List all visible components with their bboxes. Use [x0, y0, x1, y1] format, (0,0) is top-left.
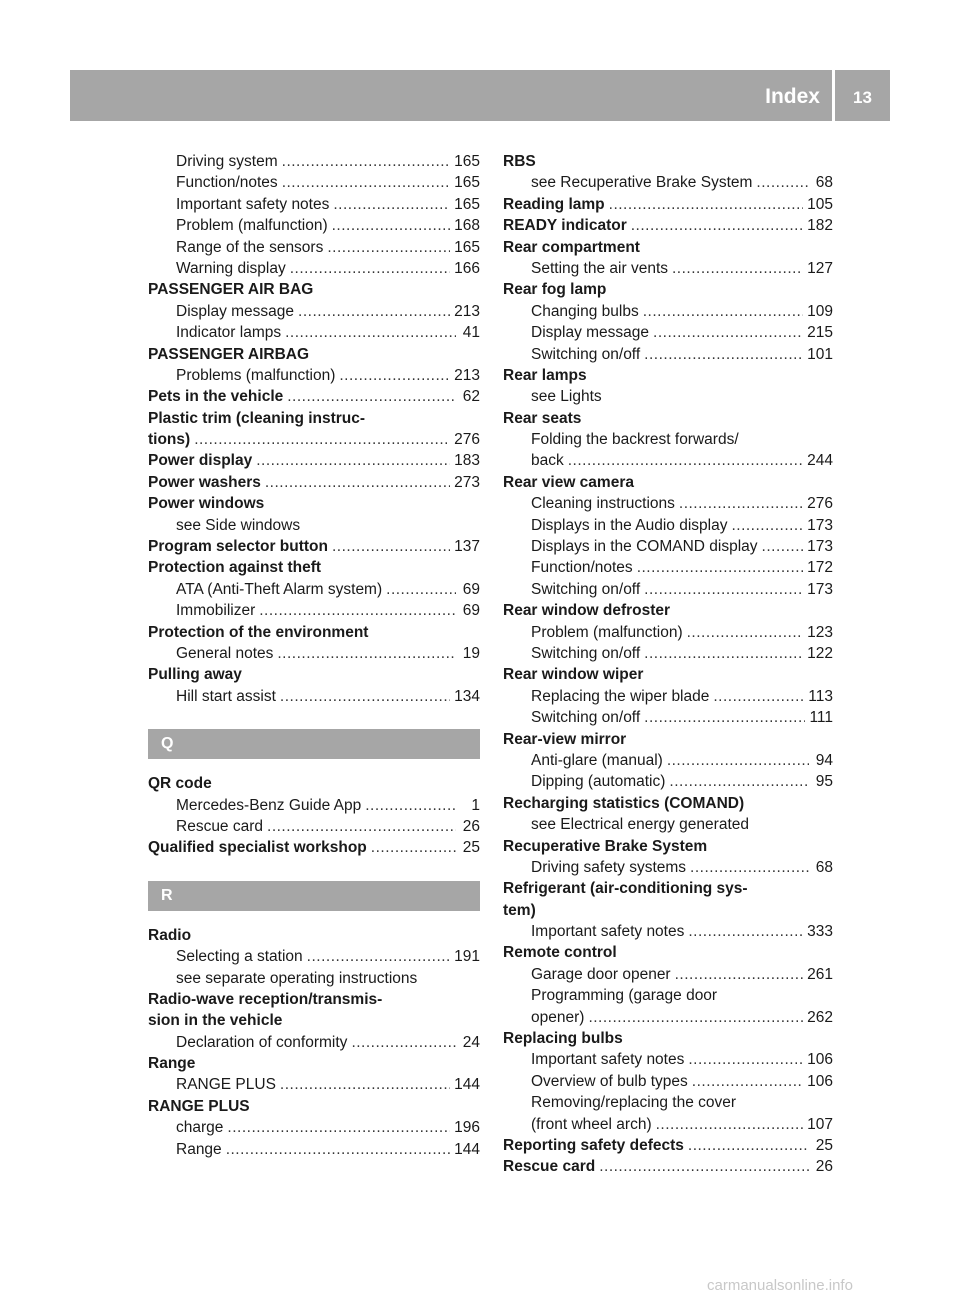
entry-text: Recuperative Brake System: [503, 837, 708, 855]
page-ref[interactable]: 144: [454, 1076, 480, 1094]
index-entry: [148, 773, 480, 794]
index-subentry: [503, 1092, 833, 1113]
index-entry: [148, 837, 480, 858]
entry-text: Rear window wiper: [503, 666, 644, 684]
index-entry: [148, 1096, 480, 1117]
entry-text: Garage door opener: [531, 965, 671, 983]
page-ref[interactable]: 25: [462, 839, 480, 857]
page-ref[interactable]: 69: [462, 580, 480, 598]
index-entry: [503, 836, 833, 857]
page-ref[interactable]: 26: [462, 817, 480, 835]
page-ref[interactable]: 191: [454, 948, 480, 966]
dot-leader: [688, 1049, 803, 1070]
index-entry: [503, 1135, 833, 1156]
dot-leader: [688, 921, 803, 942]
index-subentry: [148, 1074, 480, 1095]
dot-leader: [667, 750, 809, 771]
index-entry: [148, 386, 480, 407]
dot-leader: [713, 686, 804, 707]
entry-text: Rescue card: [503, 1158, 596, 1176]
index-subentry: [503, 643, 833, 664]
entry-text: Rear seats: [503, 409, 582, 427]
entry-text: sion in the vehicle: [148, 1012, 283, 1030]
entry-text: Switching on/off: [531, 709, 641, 727]
index-subentry: [503, 964, 833, 985]
page-ref[interactable]: 1: [471, 796, 480, 814]
dot-leader: [339, 365, 450, 386]
page-ref[interactable]: 276: [454, 431, 480, 449]
page-ref[interactable]: 165: [454, 238, 480, 256]
dot-leader: [644, 579, 803, 600]
index-subentry: [148, 579, 480, 600]
dot-leader: [265, 472, 450, 493]
dot-leader: [731, 515, 803, 536]
entry-text: Rear lamps: [503, 366, 587, 384]
entry-text: see Lights: [531, 388, 602, 406]
entry-text: see Side windows: [176, 516, 301, 534]
entry-text: Function/notes: [531, 559, 633, 577]
page-ref[interactable]: 127: [807, 259, 833, 277]
entry-text: Switching on/off: [531, 644, 641, 662]
page-ref[interactable]: 273: [454, 473, 480, 491]
entry-text: Range: [148, 1055, 196, 1073]
page-ref[interactable]: 173: [807, 580, 833, 598]
page-ref[interactable]: 165: [454, 174, 480, 192]
entry-text: Replacing the wiper blade: [531, 687, 710, 705]
index-subentry: [148, 172, 480, 193]
dot-leader: [365, 795, 456, 816]
entry-text: Folding the backrest forwards/: [531, 431, 739, 449]
index-subentry: [148, 643, 480, 664]
index-subentry: [503, 1049, 833, 1070]
index-subentry: [503, 1071, 833, 1092]
page-ref[interactable]: 122: [807, 644, 833, 662]
dot-leader: [644, 707, 805, 728]
page-ref[interactable]: 137: [454, 538, 480, 556]
index-entry: [503, 878, 833, 899]
index-subentry: [148, 968, 480, 989]
index-subentry: [503, 429, 833, 450]
index-entry: [148, 622, 480, 643]
entry-text: Indicator lamps: [176, 324, 282, 342]
index-subentry: [503, 450, 833, 471]
entry-text: Program selector button: [148, 538, 328, 556]
dot-leader: [333, 194, 450, 215]
index-entry: [503, 151, 833, 172]
dot-leader: [692, 1071, 803, 1092]
entry-text: Rear window defroster: [503, 602, 671, 620]
entry-text: see Recuperative Brake System: [531, 174, 753, 192]
dot-leader: [277, 643, 456, 664]
index-entry: [503, 408, 833, 429]
entry-text: Rear-view mirror: [503, 730, 627, 748]
entry-text: Hill start assist: [176, 687, 276, 705]
index-subentry: [148, 946, 480, 967]
entry-text: Range: [176, 1140, 222, 1158]
dot-leader: [285, 322, 456, 343]
entry-text: Plastic trim (cleaning instruc-: [148, 409, 366, 427]
dot-leader: [267, 816, 456, 837]
index-subentry: [148, 215, 480, 236]
page-ref[interactable]: 24: [462, 1033, 480, 1051]
index-subentry: [503, 750, 833, 771]
index-subentry: [148, 194, 480, 215]
entry-text: RANGE PLUS: [148, 1097, 250, 1115]
entry-text: Rear view camera: [503, 473, 634, 491]
page-number: 13: [853, 88, 872, 107]
dot-leader: [637, 557, 803, 578]
header-bar: [70, 70, 832, 121]
dot-leader: [609, 194, 803, 215]
entry-text: Problem (malfunction): [531, 623, 683, 641]
entry-text: Removing/replacing the cover: [531, 1094, 737, 1112]
index-subentry: [503, 258, 833, 279]
entry-text: QR code: [148, 775, 212, 793]
index-subentry: [503, 1007, 833, 1028]
page-ref[interactable]: 68: [815, 174, 833, 192]
page-ref[interactable]: 213: [454, 366, 480, 384]
index-entry: [503, 600, 833, 621]
index-subentry: [503, 857, 833, 878]
entry-text: Remote control: [503, 944, 617, 962]
entry-text: PASSENGER AIRBAG: [148, 345, 310, 363]
entry-text: PASSENGER AIR BAG: [148, 281, 314, 299]
index-subentry: [148, 237, 480, 258]
page-ref[interactable]: 261: [807, 965, 833, 983]
dot-leader: [287, 386, 456, 407]
index-subentry: [503, 707, 833, 728]
page-ref[interactable]: 26: [815, 1158, 833, 1176]
dot-leader: [307, 946, 450, 967]
dot-leader: [371, 837, 456, 858]
entry-text: ATA (Anti-Theft Alarm system): [176, 580, 383, 598]
entry-text: Switching on/off: [531, 345, 641, 363]
entry-text: Changing bulbs: [531, 302, 639, 320]
index-subentry: [503, 515, 833, 536]
index-entry: [503, 1156, 833, 1177]
index-entry: [503, 237, 833, 258]
dot-leader: [227, 1117, 450, 1138]
entry-text: Power windows: [148, 495, 265, 513]
index-entry: [503, 1028, 833, 1049]
entry-text: Programming (garage door: [531, 987, 718, 1005]
dot-leader: [298, 301, 450, 322]
index-column-right: [503, 151, 833, 1178]
entry-text: Selecting a station: [176, 948, 303, 966]
index-column-left: [148, 151, 480, 1160]
page-ref[interactable]: 101: [807, 345, 833, 363]
entry-text: Reading lamp: [503, 195, 605, 213]
index-title: Index: [765, 85, 820, 108]
dot-leader: [656, 1114, 804, 1135]
index-entry: [148, 1010, 480, 1031]
page-ref[interactable]: 113: [808, 687, 833, 705]
page-ref[interactable]: 94: [815, 751, 833, 769]
page-ref[interactable]: 276: [807, 495, 833, 513]
page-ref[interactable]: 134: [454, 687, 480, 705]
index-entry: [148, 472, 480, 493]
entry-text: Driving system: [176, 153, 278, 170]
index-entry: [148, 925, 480, 946]
dot-leader: [669, 771, 809, 792]
dot-leader: [351, 1032, 456, 1053]
index-subentry: [503, 301, 833, 322]
dot-leader: [643, 301, 803, 322]
entry-text: see Electrical energy generated: [531, 816, 749, 834]
page-ref[interactable]: 95: [815, 773, 833, 791]
index-subentry: [148, 515, 480, 536]
entry-text: Switching on/off: [531, 580, 641, 598]
dot-leader: [280, 686, 450, 707]
index-subentry: [148, 1117, 480, 1138]
dot-leader: [679, 493, 803, 514]
entry-text: Reporting safety defects: [503, 1136, 684, 1154]
index-subentry: [503, 579, 833, 600]
dot-leader: [762, 536, 804, 557]
page-ref[interactable]: 213: [454, 302, 480, 320]
entry-text: Warning display: [176, 259, 286, 277]
index-entry: [148, 429, 480, 450]
page-ref[interactable]: 168: [454, 217, 480, 235]
entry-text: Recharging statistics (COMAND): [503, 794, 745, 812]
entry-text: Protection of the environment: [148, 623, 369, 641]
index-entry: [148, 493, 480, 514]
dot-leader: [256, 450, 450, 471]
entry-text: Protection against theft: [148, 559, 322, 577]
entry-text: Problems (malfunction): [176, 366, 336, 384]
index-entry: [148, 279, 480, 300]
dot-leader: [599, 1156, 809, 1177]
index-entry: [148, 557, 480, 578]
entry-text: Setting the air vents: [531, 259, 668, 277]
entry-text: General notes: [176, 644, 274, 662]
index-entry: [503, 472, 833, 493]
dot-leader: [644, 344, 803, 365]
page-ref[interactable]: 68: [815, 858, 833, 876]
entry-text: Display message: [176, 302, 295, 320]
page-ref[interactable]: 165: [454, 195, 480, 213]
dot-leader: [226, 1139, 450, 1160]
page-ref[interactable]: 69: [462, 602, 480, 620]
page-ref[interactable]: 106: [807, 1072, 833, 1090]
index-subentry: [148, 600, 480, 621]
index-entry: [148, 664, 480, 685]
index-entry: [503, 729, 833, 750]
entry-text: RANGE PLUS: [176, 1076, 276, 1094]
page-ref[interactable]: 41: [462, 324, 480, 342]
entry-text: Pulling away: [148, 666, 242, 684]
entry-text: (front wheel arch): [531, 1115, 652, 1133]
dot-leader: [675, 964, 804, 985]
entry-text: Dipping (automatic): [531, 773, 666, 791]
entry-text: RBS: [503, 153, 536, 170]
watermark: carmanualsonline.info: [707, 1277, 853, 1294]
dot-leader: [386, 579, 456, 600]
index-subentry: [148, 816, 480, 837]
dot-leader: [568, 450, 803, 471]
page-ref[interactable]: 109: [807, 302, 833, 320]
dot-leader: [756, 172, 809, 193]
index-subentry: [148, 258, 480, 279]
entry-text: Overview of bulb types: [531, 1072, 688, 1090]
index-entry: [503, 942, 833, 963]
page-ref[interactable]: 262: [807, 1008, 833, 1026]
dot-leader: [644, 643, 803, 664]
entry-text: Rear compartment: [503, 238, 640, 256]
entry-text: Displays in the COMAND display: [531, 538, 758, 556]
page-ref[interactable]: 123: [807, 623, 833, 641]
entry-text: Important safety notes: [531, 1051, 685, 1069]
index-subentry: [148, 1032, 480, 1053]
index-subentry: [148, 151, 480, 172]
dot-leader: [653, 322, 803, 343]
page-ref[interactable]: 244: [807, 452, 833, 470]
page-ref[interactable]: 182: [807, 217, 833, 235]
entry-text: Rear fog lamp: [503, 281, 607, 299]
index-subentry: [148, 301, 480, 322]
entry-text: Immobilizer: [176, 602, 256, 620]
index-entry: [148, 344, 480, 365]
entry-text: Mercedes-Benz Guide App: [176, 796, 362, 814]
page-ref[interactable]: 166: [454, 259, 480, 277]
page-ref[interactable]: 196: [454, 1119, 480, 1137]
dot-leader: [332, 215, 451, 236]
dot-leader: [259, 600, 456, 621]
entry-text: Refrigerant (air-conditioning sys-: [503, 880, 748, 898]
entry-text: tions): [148, 431, 191, 449]
entry-text: opener): [531, 1008, 585, 1026]
entry-text: Declaration of conformity: [176, 1033, 348, 1051]
page-ref[interactable]: 215: [807, 324, 833, 342]
dot-leader: [687, 622, 804, 643]
dot-leader: [282, 172, 450, 193]
page-ref[interactable]: 19: [462, 644, 480, 662]
page-ref[interactable]: 333: [807, 923, 833, 941]
entry-text: Display message: [531, 324, 650, 342]
index-entry: [148, 1053, 480, 1074]
index-entry: [503, 900, 833, 921]
index-subentry: [503, 686, 833, 707]
index-subentry: [148, 795, 480, 816]
entry-text: Rescue card: [176, 817, 264, 835]
entry-text: charge: [176, 1119, 224, 1137]
dot-leader: [688, 1135, 809, 1156]
entry-text: Anti-glare (manual): [531, 751, 663, 769]
index-subentry: [148, 686, 480, 707]
dot-leader: [332, 536, 450, 557]
index-subentry: [503, 557, 833, 578]
page-ref[interactable]: 173: [807, 538, 833, 556]
index-entry: [148, 989, 480, 1010]
dot-leader: [282, 151, 450, 172]
entry-text: Power washers: [148, 473, 261, 491]
index-subentry: [503, 536, 833, 557]
entry-text: Pets in the vehicle: [148, 388, 284, 406]
index-entry: [148, 408, 480, 429]
entry-text: Radio-wave reception/transmis-: [148, 990, 383, 1008]
page-ref[interactable]: 144: [454, 1140, 480, 1158]
dot-leader: [690, 857, 809, 878]
entry-text: tem): [503, 901, 536, 919]
index-subentry: [148, 1139, 480, 1160]
index-subentry: [503, 921, 833, 942]
index-subentry: [503, 622, 833, 643]
index-entry: [503, 365, 833, 386]
index-subentry: [503, 386, 833, 407]
index-subentry: [503, 322, 833, 343]
page-number-box: [835, 70, 890, 121]
dot-leader: [194, 429, 450, 450]
page-ref[interactable]: 173: [807, 516, 833, 534]
section-letter-q: Q: [148, 729, 480, 759]
index-entry: [503, 215, 833, 236]
entry-text: Problem (malfunction): [176, 217, 328, 235]
entry-text: back: [531, 452, 564, 470]
index-subentry: [503, 814, 833, 835]
index-subentry: [503, 493, 833, 514]
index-subentry: [503, 771, 833, 792]
entry-text: Displays in the Audio display: [531, 516, 728, 534]
index-subentry: [503, 172, 833, 193]
entry-text: Important safety notes: [176, 195, 330, 213]
index-entry: [503, 194, 833, 215]
entry-text: Power display: [148, 452, 253, 470]
index-entry: [148, 450, 480, 471]
entry-text: Important safety notes: [531, 923, 685, 941]
dot-leader: [588, 1007, 803, 1028]
index-subentry: [148, 365, 480, 386]
page-ref[interactable]: 183: [454, 452, 480, 470]
page-ref[interactable]: 111: [809, 709, 833, 727]
entry-text: Cleaning instructions: [531, 495, 675, 513]
entry-text: Qualified specialist workshop: [148, 839, 367, 857]
entry-text: Function/notes: [176, 174, 278, 192]
page-ref[interactable]: 105: [807, 195, 833, 213]
page-ref[interactable]: 165: [454, 153, 480, 170]
index-subentry: [148, 322, 480, 343]
entry-text: see separate operating instructions: [176, 969, 418, 987]
dot-leader: [327, 237, 450, 258]
dot-leader: [290, 258, 450, 279]
entry-text: Replacing bulbs: [503, 1030, 623, 1048]
entry-text: Range of the sensors: [176, 238, 324, 256]
index-entry: [148, 536, 480, 557]
page-ref[interactable]: 172: [807, 559, 833, 577]
dot-leader: [280, 1074, 450, 1095]
page-ref[interactable]: 25: [815, 1136, 833, 1154]
index-entry: [503, 793, 833, 814]
section-letter-r: R: [148, 881, 480, 911]
index-entry: [503, 664, 833, 685]
dot-leader: [672, 258, 803, 279]
dot-leader: [631, 215, 803, 236]
entry-text: Radio: [148, 926, 192, 944]
page-ref[interactable]: 106: [807, 1051, 833, 1069]
index-subentry: [503, 1114, 833, 1135]
page-ref[interactable]: 62: [462, 388, 480, 406]
index-entry: [503, 279, 833, 300]
index-subentry: [503, 344, 833, 365]
entry-text: READY indicator: [503, 217, 627, 235]
index-subentry: [503, 985, 833, 1006]
entry-text: Driving safety systems: [531, 858, 687, 876]
page-ref[interactable]: 107: [807, 1115, 833, 1133]
